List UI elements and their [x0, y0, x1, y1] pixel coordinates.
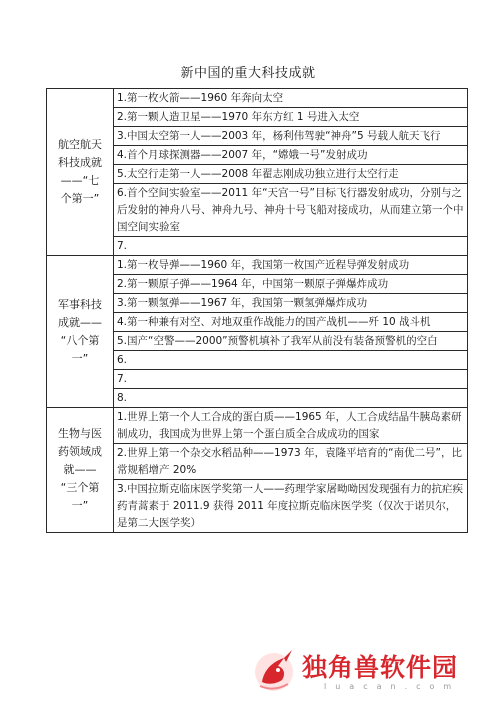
category-label-line: 成就——: [58, 315, 102, 329]
table-row: [47, 408, 468, 444]
category-label-line: 个第一”: [60, 192, 100, 205]
category-label-line: 一”: [71, 499, 89, 512]
achievement-item: 8.: [114, 389, 468, 408]
category-label-line: 军事科技: [58, 297, 102, 311]
category-cell: [47, 256, 114, 408]
watermark-text: 独角兽软件园: [302, 653, 459, 682]
achievement-item: 5.国产“空警——2000”预警机填补了我军从前没有装备预警机的空白: [114, 332, 468, 351]
category-label-line: 一”: [71, 351, 89, 365]
achievement-item: 3.中国拉斯克临床医学奖第一人——药理学家屠呦呦因发现强有力的抗疟疾药青蒿素于 2011.9 获得 2011 年度拉斯克临床医学奖（仅次于诺贝尔，是第二大医学奖）: [114, 480, 468, 533]
category-label-line: 生物与医: [58, 427, 102, 440]
achievement-item: 3.第一颗氢弹——1967 年，我国第一颗氢弹爆炸成功: [114, 294, 468, 313]
category-label-line: “八个第: [60, 333, 100, 347]
achievement-item: 6.首个空间实验室——2011 年“天宫一号”目标飞行器发射成功，分别与之后发射的神舟八号、神舟九号、神舟十号飞船对接成功，从而建立第一个中国空间实验室: [114, 184, 468, 237]
category-label-line: 药领域成: [58, 445, 102, 458]
achievement-item: 7.: [114, 237, 468, 256]
category-cell: [47, 408, 114, 533]
category-cell: [47, 89, 114, 256]
category-label-line: “三个第: [60, 481, 100, 494]
achievement-item: 4.首个月球探测器——2007 年，“嫦娥一号”发射成功: [114, 146, 468, 165]
category-label-line: 就——: [63, 463, 97, 476]
achievement-item: 4.第一种兼有对空、对地双重作战能力的国产战机——歼 10 战斗机: [114, 313, 468, 332]
table-row: [47, 256, 468, 275]
unicorn-logo-icon: [252, 648, 296, 692]
achievement-item: 1.第一枚火箭——1960 年奔向太空: [114, 89, 468, 108]
achievement-item: 6.: [114, 351, 468, 370]
page-title: 新中国的重大科技成就: [180, 66, 316, 81]
achievement-item: 2.世界上第一个杂交水稻品种——1973 年，袁隆平培育的“南优二号”，比常规稻增产 20%: [114, 444, 468, 480]
achievement-item: 5.太空行走第一人——2008 年翟志刚成功独立进行太空行走: [114, 165, 468, 184]
watermark: [250, 644, 496, 702]
category-label-line: ——“七: [60, 174, 100, 187]
achievement-item: 2.第一颗原子弹——1964 年，中国第一颗原子弹爆炸成功: [114, 275, 468, 294]
achievement-item: 1.第一枚导弹——1960 年，我国第一枚国产近程导弹发射成功: [114, 256, 468, 275]
table-row: [47, 89, 468, 108]
achievement-item: 7.: [114, 370, 468, 389]
watermark-url: luacan.com: [324, 682, 461, 691]
achievement-item: 3.中国太空第一人——2003 年，杨利伟驾驶“神舟”5 号载人航天飞行: [114, 127, 468, 146]
achievements-table: [46, 88, 468, 533]
category-label-line: 航空航天: [58, 138, 102, 151]
achievement-item: 1.世界上第一个人工合成的蛋白质——1965 年，人工合成结晶牛胰岛素研制成功，我国成为世界上第一个蛋白质全合成成功的国家: [114, 408, 468, 444]
category-label-line: 科技成就: [58, 156, 102, 169]
achievement-item: 2.第一颗人造卫星——1970 年东方红 1 号进入太空: [114, 108, 468, 127]
